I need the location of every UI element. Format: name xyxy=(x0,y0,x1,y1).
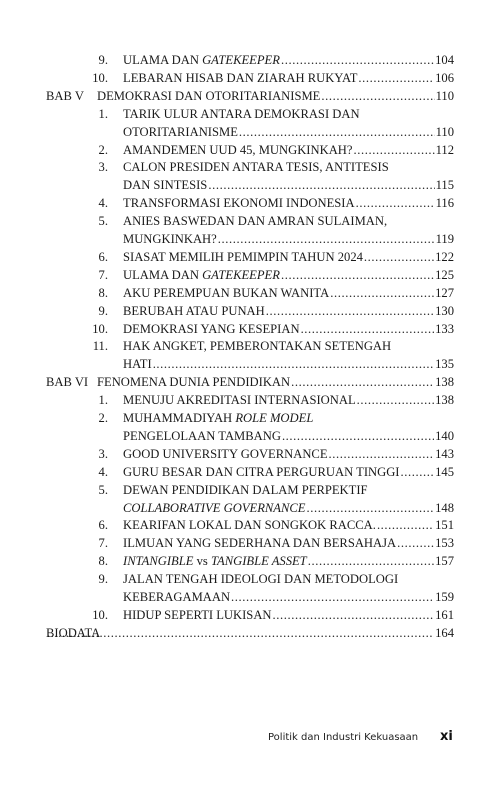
entry-title-text: HAK ANGKET, PEMBERONTAKAN SETENGAH xyxy=(123,339,392,354)
page-ref: 119 xyxy=(435,232,454,246)
page-ref: 112 xyxy=(435,142,454,157)
entry-number: 1. xyxy=(98,106,108,121)
page-ref: 143 xyxy=(435,446,454,461)
entry-title-italic: GATEKEEPER xyxy=(202,53,280,67)
dot-leader xyxy=(329,445,435,463)
toc-row xyxy=(0,51,492,69)
dot-leader xyxy=(353,141,434,159)
entry-title-text: ULAMA DAN xyxy=(123,267,203,282)
dot-leader xyxy=(231,588,434,606)
page-ref: 145 xyxy=(435,464,454,479)
toc-entry xyxy=(123,409,313,427)
entry-title-text: BERUBAH ATAU PUNAH xyxy=(123,303,265,318)
entry-number: 3. xyxy=(98,446,108,461)
entry-title xyxy=(123,69,357,87)
page-ref: 127 xyxy=(435,285,454,300)
entry-title xyxy=(123,355,152,373)
page-ref: 115 xyxy=(435,178,454,193)
entry-number: 5. xyxy=(98,214,108,229)
page-ref: 125 xyxy=(435,267,454,282)
entry-title xyxy=(123,266,280,284)
entry-title xyxy=(97,373,290,391)
entry-number: 2. xyxy=(98,411,108,425)
toc-entry xyxy=(123,212,387,230)
toc-row xyxy=(0,123,492,141)
entry-number: 4. xyxy=(98,464,108,479)
entry-title xyxy=(123,588,230,606)
entry-number: 6. xyxy=(98,249,108,264)
entry-title-text: MUHAMMADIYAH xyxy=(123,411,236,425)
toc-entry xyxy=(123,266,454,284)
toc-row xyxy=(0,355,492,373)
toc-row xyxy=(0,105,492,123)
entry-title xyxy=(123,516,376,534)
entry-title-text: DEMOKRASI YANG KESEPIAN xyxy=(123,321,300,336)
toc-entry xyxy=(123,320,454,338)
toc-entry xyxy=(123,552,454,570)
dot-leader xyxy=(356,194,435,212)
toc-entry xyxy=(123,570,398,588)
toc-entry xyxy=(123,481,368,499)
toc-entry xyxy=(123,230,454,248)
entry-number: 7. xyxy=(98,536,108,551)
entry-title-text: OTORITARIANISME xyxy=(123,124,238,139)
entry-title-italic: COLLABORATIVE GOVERNANCE xyxy=(123,500,306,515)
toc-row xyxy=(0,499,492,517)
chapter-label: BAB V xyxy=(46,88,84,103)
dot-leader xyxy=(401,463,435,481)
entry-title-text: LEBARAN HISAB DAN ZIARAH RUKYAT xyxy=(123,70,358,85)
toc-entry xyxy=(123,69,454,87)
entry-title xyxy=(123,409,313,427)
entry-number: 8. xyxy=(98,285,108,300)
toc-row xyxy=(0,284,492,302)
toc-row xyxy=(0,141,492,159)
page-number: xi xyxy=(440,729,453,744)
entry-number: 2. xyxy=(98,142,108,157)
page-ref: 133 xyxy=(435,321,454,336)
toc-row xyxy=(0,445,492,463)
toc-row xyxy=(0,391,492,409)
toc-entry xyxy=(123,445,454,463)
entry-title xyxy=(123,51,280,69)
toc-row xyxy=(0,570,492,588)
dot-leader xyxy=(281,51,434,69)
dot-leader xyxy=(307,499,435,517)
toc-row xyxy=(0,176,492,194)
dot-leader xyxy=(357,391,434,409)
biodata-label: BIODATA xyxy=(46,625,101,640)
dot-leader xyxy=(330,284,434,302)
entry-number: 10. xyxy=(92,321,108,336)
entry-number: 1. xyxy=(98,393,108,408)
entry-title-text: ULAMA DAN xyxy=(123,53,203,67)
entry-number: 10. xyxy=(92,70,108,85)
entry-title-text: ILMUAN YANG SEDERHANA DAN BERSAHAJA xyxy=(123,536,397,551)
entry-title xyxy=(123,427,281,445)
toc-row xyxy=(0,516,492,534)
toc-row xyxy=(0,624,492,642)
entry-title xyxy=(123,499,306,517)
entry-title xyxy=(123,105,360,123)
toc-row xyxy=(0,266,492,284)
entry-title xyxy=(123,606,272,624)
entry-title-text: CALON PRESIDEN ANTARA TESIS, ANTITESIS xyxy=(123,160,389,175)
entry-title xyxy=(123,445,328,463)
entry-title xyxy=(123,141,352,159)
page-ref: 104 xyxy=(435,53,454,67)
entry-title-text: ANIES BASWEDAN DAN AMRAN SULAIMAN, xyxy=(123,214,388,229)
entry-title xyxy=(123,320,300,338)
entry-title-text: GOOD UNIVERSITY GOVERNANCE xyxy=(123,446,328,461)
entry-title-italic: ROLE MODEL xyxy=(235,411,314,425)
dot-leader xyxy=(291,373,434,391)
entry-title-text: PENGELOLAAN TAMBANG xyxy=(123,428,281,443)
toc-entry xyxy=(123,51,454,69)
entry-number: 4. xyxy=(98,196,108,211)
dot-leader xyxy=(321,87,434,105)
dot-leader xyxy=(239,123,435,141)
page-ref: 106 xyxy=(435,70,454,85)
entry-title-text: HIDUP SEPERTI LUKISAN xyxy=(123,607,272,622)
entry-title-text: TARIK ULUR ANTARA DEMOKRASI DAN xyxy=(123,106,360,121)
entry-title xyxy=(123,481,368,499)
toc-row xyxy=(0,337,492,355)
entry-title-text: MUNGKINKAH? xyxy=(123,232,217,246)
toc-entry xyxy=(123,355,454,373)
toc-entry xyxy=(123,176,454,194)
entry-title xyxy=(123,534,396,552)
entry-title xyxy=(123,284,329,302)
chapter-label: BAB VI xyxy=(46,375,89,390)
entry-title-text-continued: vs TANGIBLE ASSET xyxy=(193,554,307,569)
entry-title xyxy=(123,337,391,355)
toc-row xyxy=(0,87,492,105)
page-ref: 110 xyxy=(435,88,454,103)
page-ref: 138 xyxy=(435,393,454,408)
toc-entry xyxy=(123,427,454,445)
toc-row xyxy=(0,194,492,212)
entry-title-text: MENUJU AKREDITASI INTERNASIONAL xyxy=(123,393,356,408)
toc-entry xyxy=(123,499,454,517)
toc-entry xyxy=(97,373,454,391)
page-ref: 110 xyxy=(435,124,454,139)
entry-title xyxy=(123,391,356,409)
running-footer-title: Politik dan Industri Kekuasaan xyxy=(268,732,419,743)
toc-row xyxy=(0,552,492,570)
toc-entry xyxy=(123,141,454,159)
page-ref: 161 xyxy=(435,607,454,622)
toc-entry xyxy=(123,463,454,481)
page-ref: 153 xyxy=(435,536,454,551)
toc-entry xyxy=(123,284,454,302)
entry-title xyxy=(123,158,389,176)
dot-leader xyxy=(358,69,434,87)
dot-leader xyxy=(281,266,434,284)
dot-leader xyxy=(397,534,434,552)
toc-entry xyxy=(123,588,454,606)
dot-leader xyxy=(308,552,434,570)
page-ref: 164 xyxy=(435,625,454,640)
dot-leader xyxy=(208,176,434,194)
toc-row xyxy=(0,320,492,338)
toc-row xyxy=(0,248,492,266)
page-ref: 157 xyxy=(435,554,454,569)
toc-row xyxy=(0,427,492,445)
entry-number: 7. xyxy=(98,267,108,282)
entry-title xyxy=(123,302,265,320)
toc-entry xyxy=(123,606,454,624)
page-ref: 135 xyxy=(435,357,454,372)
toc-entry xyxy=(123,194,454,212)
entry-title-text: SIASAT MEMILIH PEMIMPIN TAHUN 2024 xyxy=(123,249,363,264)
toc-row xyxy=(0,606,492,624)
page-ref: 116 xyxy=(435,196,454,211)
entry-number: 9. xyxy=(98,572,108,587)
entry-number: 8. xyxy=(98,554,108,569)
toc-entry xyxy=(123,248,454,266)
entry-title-text: TRANSFORMASI EKONOMI INDONESIA xyxy=(123,196,355,211)
toc-row xyxy=(0,212,492,230)
entry-title-text: HATI xyxy=(123,357,152,372)
toc-row xyxy=(0,409,492,427)
entry-title-text: FENOMENA DUNIA PENDIDIKAN xyxy=(97,375,291,390)
page-ref: 122 xyxy=(435,249,454,264)
entry-number: 5. xyxy=(98,482,108,497)
toc-entry xyxy=(123,105,360,123)
toc-entry xyxy=(123,391,454,409)
entry-title xyxy=(97,87,320,105)
entry-number: 3. xyxy=(98,160,108,175)
entry-title xyxy=(123,123,238,141)
entry-title xyxy=(123,552,307,570)
page-ref: 140 xyxy=(435,428,454,443)
entry-title-italic: GATEKEEPER xyxy=(202,267,280,282)
entry-number: 9. xyxy=(98,53,108,67)
toc-row xyxy=(0,481,492,499)
entry-title-text: JALAN TENGAH IDEOLOGI DAN METODOLOGI xyxy=(123,572,399,587)
toc-entry xyxy=(46,624,454,642)
entry-title-text: DAN SINTESIS xyxy=(123,178,208,193)
toc-row xyxy=(0,588,492,606)
toc-entry xyxy=(123,158,389,176)
entry-title xyxy=(123,463,400,481)
entry-number: 11. xyxy=(92,339,108,354)
entry-title-text: AKU PEREMPUAN BUKAN WANITA xyxy=(123,285,330,300)
page-ref: 148 xyxy=(435,500,454,515)
entry-title xyxy=(123,176,207,194)
entry-title-text: KEARIFAN LOKAL DAN SONGKOK RACCA. xyxy=(123,518,376,533)
toc-row xyxy=(0,534,492,552)
page-ref: 159 xyxy=(435,590,454,604)
page-ref: 138 xyxy=(435,375,454,390)
entry-title-text: DEWAN PENDIDIKAN DALAM PERPEKTIF xyxy=(123,482,368,497)
dot-leader xyxy=(282,427,434,445)
toc-entry xyxy=(123,123,454,141)
entry-number: 6. xyxy=(98,518,108,533)
dot-leader xyxy=(47,624,434,642)
dot-leader xyxy=(364,248,434,266)
page-ref: 151 xyxy=(435,518,454,533)
entry-title xyxy=(123,570,398,588)
entry-title-text: GURU BESAR DAN CITRA PERGURUAN TINGGI xyxy=(123,464,400,479)
entry-title-text: AMANDEMEN UUD 45, MUNGKINKAH? xyxy=(123,142,353,157)
entry-title-text: DEMOKRASI DAN OTORITARIANISME xyxy=(97,88,321,103)
entry-title-italic: INTANGIBLE xyxy=(123,554,194,569)
dot-leader xyxy=(377,516,434,534)
toc-row xyxy=(0,463,492,481)
entry-title xyxy=(123,212,387,230)
toc-entry xyxy=(97,87,454,105)
entry-title-text: KEBERAGAMAAN xyxy=(123,590,231,604)
entry-title xyxy=(123,194,355,212)
dot-leader xyxy=(273,606,435,624)
toc-row xyxy=(0,69,492,87)
entry-number: 9. xyxy=(98,303,108,318)
entry-title xyxy=(123,248,363,266)
dot-leader xyxy=(218,230,435,248)
toc-row xyxy=(0,230,492,248)
dot-leader xyxy=(266,302,434,320)
entry-number: 10. xyxy=(92,607,108,622)
dot-leader xyxy=(301,320,435,338)
toc-row xyxy=(0,373,492,391)
entry-title xyxy=(123,230,217,248)
toc-entry xyxy=(123,302,454,320)
dot-leader xyxy=(153,355,434,373)
toc-entry xyxy=(123,516,454,534)
toc-entry xyxy=(123,337,391,355)
toc-row xyxy=(0,158,492,176)
toc-row xyxy=(0,302,492,320)
toc-entry xyxy=(123,534,454,552)
page-ref: 130 xyxy=(435,303,454,318)
